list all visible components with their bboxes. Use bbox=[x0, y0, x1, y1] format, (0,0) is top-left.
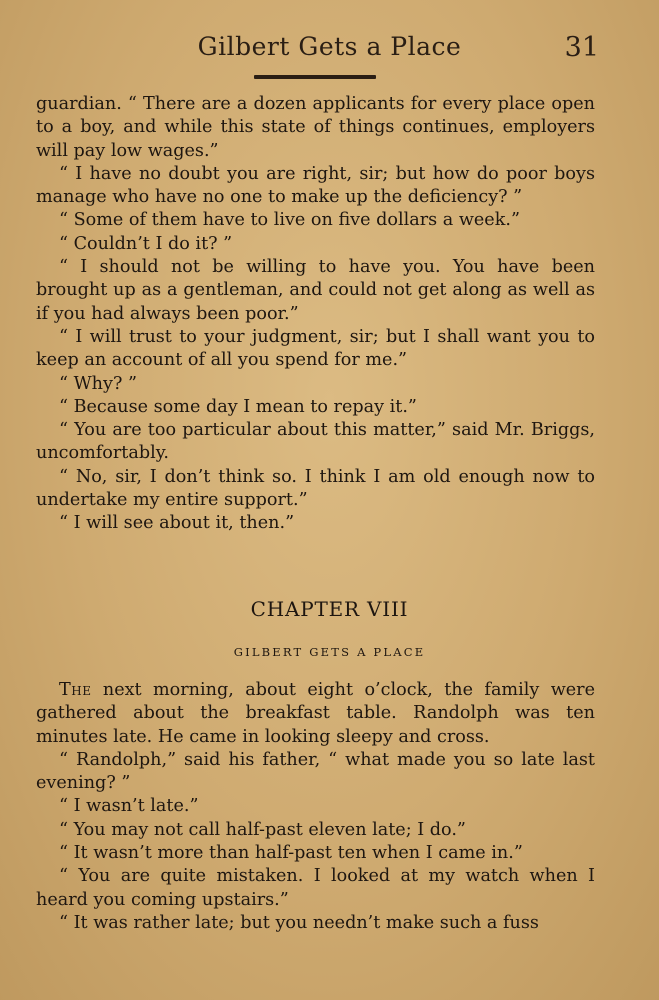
paragraph: “ I have no doubt you are right, sir; but how do poor boys manage who have no one to make up the deficiency? ” bbox=[36, 163, 595, 208]
chapter-title: CHAPTER VIII bbox=[250, 597, 409, 621]
paragraph: “ I wasn’t late.” bbox=[59, 796, 199, 817]
opening-paragraph bbox=[36, 679, 595, 749]
paragraph: “ Couldn’t I do it? ” bbox=[59, 233, 233, 254]
running-head bbox=[0, 30, 659, 70]
paragraph: “ Randolph,” said his father, “ what made you so late last evening? ” bbox=[36, 749, 595, 794]
paragraph: “ I will see about it, then.” bbox=[59, 513, 295, 534]
paragraph: “ Some of them have to live on five dollars a week.” bbox=[59, 210, 520, 231]
paragraph: “ No, sir, I don’t think so. I think I am old enough now to undertake my entire support.” bbox=[36, 466, 595, 511]
paragraph: “ Because some day I mean to repay it.” bbox=[59, 396, 417, 417]
running-title: Gilbert Gets a Place bbox=[197, 32, 462, 61]
paragraph: “ It was rather late; but you needn’t make such a fuss bbox=[59, 912, 539, 933]
paragraph: “ I should not be willing to have you. You have been brought up as a gentleman, and could not get along as well as if you had always been poor.” bbox=[36, 257, 595, 324]
paragraph: “ I will trust to your judgment, sir; but I shall want you to keep an account of all you spend for me.” bbox=[36, 326, 595, 371]
paragraph: “ You are quite mistaken. I looked at my watch when I heard you coming upstairs.” bbox=[36, 866, 595, 910]
paragraph: “ Why? ” bbox=[59, 373, 137, 394]
page-number: 31 bbox=[564, 32, 599, 63]
paragraph: “ You are too particular about this matter,” said Mr. Briggs, uncomfortably. bbox=[36, 420, 595, 464]
opening-word: The bbox=[59, 680, 92, 700]
chapter-subtitle: GILBERT GETS A PLACE bbox=[233, 645, 426, 659]
paragraph: “ It wasn’t more than half-past ten when I came in.” bbox=[59, 843, 523, 864]
chapter-text bbox=[36, 679, 595, 935]
head-rule bbox=[254, 75, 376, 79]
paragraph: guardian. “ There are a dozen applicants for every place open to a boy, and while this state of things continues, employers will pay low wages.” bbox=[36, 94, 595, 161]
continued-text bbox=[36, 93, 595, 536]
paragraph: “ You may not call half-past eleven late; I do.” bbox=[59, 819, 466, 840]
opening-text: next morning, about eight o’clock, the family were gathered about the breakfast table. Randolph was ten minutes late. He came in looking sleepy and cross. bbox=[36, 680, 595, 747]
